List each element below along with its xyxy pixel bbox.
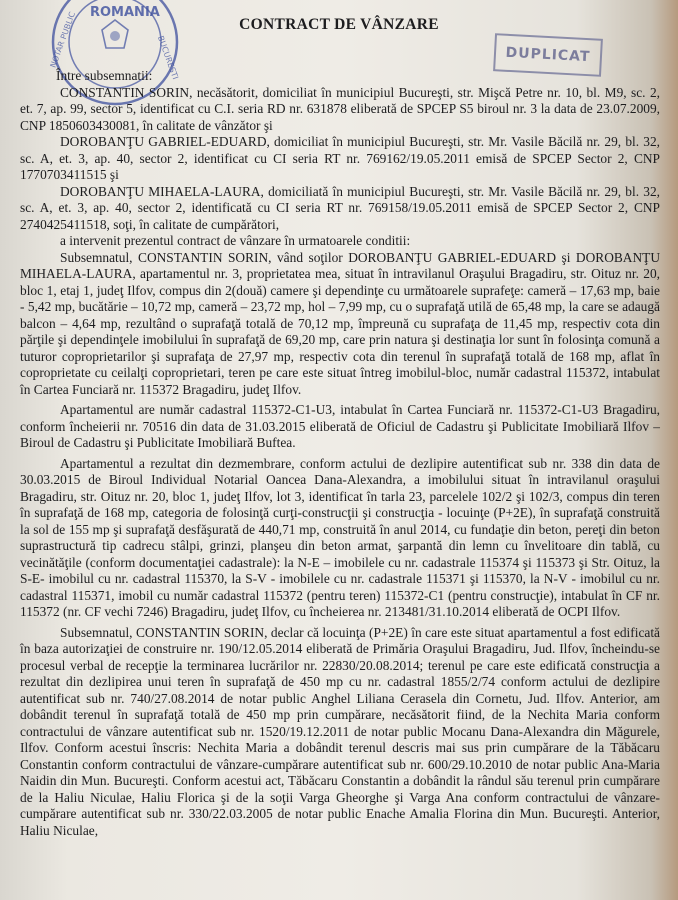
sale-object-paragraph: Subsemnatul, CONSTANTIN SORIN, vând soţilor DOROBANŢU GABRIEL-EDUARD şi DOROBANŢU MIHAELA-LAURA, apartamentul nr. 3, proprietatea mea, situat în intravilanul Oraşului Bragadiru, str. Oituz nr. 20, bloc 1, etaj 1, judeţ Ilfov, compus din 2(două) camere şi dependinţe cu următoarele suprafeţe: cameră – 17,63 mp, baie - 5,42 mp, bucătărie – 10,72 mp, cameră – 23,72 mp, hol – 7,99 mp, cu o suprafaţă utilă de 65,48 mp, la care se adaugă balcon – 4,64 mp, rezultând o suprafaţă totală de 70,12 mp, împreună cu suprafaţa de 11,45 mp, respectiv cota din părţile şi dependinţele imobilului în suprafaţă de 69,20 mp, care prin natura şi destinaţia lor sunt în folosinţa comună a tuturor coproprietarilor şi suprafaţa de 27,97 mp, respectiv cota din terenul în suprafaţă totală de 168 mp, aflat în coproprietate cu ceilalţi coproprietari, teren pe care este situat întreg imobilul-bloc, număr cadastral 115372, intabulat în Cartea Funciară nr. 115372 Bragadiru, judeţ Ilfov. (20, 249, 660, 397)
seal-side-left: NOTAR PUBLIC (48, 10, 78, 69)
duplicat-stamp: DUPLICAT (493, 33, 603, 77)
seller-declaration-paragraph: Subsemnatul, CONSTANTIN SORIN, declar că locuinţa (P+2E) în care este situat apartamentul a fost edificată în baza autorizaţiei de construire nr. 190/12.05.2014 eliberată de Primăria Oraşului Bragadiru, Jud. Ilfov, încheindu-se procesul verbal de recepţie la terminarea lucrărilor nr. 22830/20.08.2014; terenul pe care este edificată construcţia a rezultat din dezlipirea unui teren în suprafaţă de 450 mp cu nr. cadastral 1855/2/74 conform actului de dezlipire autentificat sub nr. 740/27.08.2014 de notar public Anghel Liliana Cerasela din Cornetu, Jud. Ilfov. Anterior, am dobândit terenul în suprafaţă totală de 450 mp prin cumpărare, necăsătorit fiind, de la Nechita Maria conform contractului de vânzare autentificat sub nr. 1520/19.12.2011 de notar public Mocanu Dana-Alexandra din Măgurele, Ilfov. Conform acestui înscris: Nechita Maria a dobândit terenul descris mai sus prin cumpărare de la Tăbăcaru Constantin conform contractului de vânzare-cumpărare autentificat sub nr. 600/29.10.2010 de notar public Ana-Maria Naidin din Mun. Bucureşti. Conform acestui act, Tăbăcaru Constantin a dobândit la rândul său terenul prin cumpărare de la Haliu Niculae, Haliu Florica şi de la soţii Varga Gheorghe şi Varga Ana conform contractului de vânzare-cumpărare autentificat sub nr. 330/22.03.2005 de notar public Enache Amalia Florina din Mun. Bucureşti. Anterior, Haliu Niculae, (20, 624, 660, 838)
buyer2-paragraph: DOROBANŢU MIHAELA-LAURA, domiciliată în municipiul Bucureşti, str. Mr. Vasile Băcilă nr. 29, bl. 32, sc. A, et. 3, ap. 40, sector 2, identificată cu CI seria RT nr. 769158/19.05.2011 emisă de SPCEP Sector 2, CNP 2740425411518, soţi, în calitate de cumpărători, (20, 183, 660, 232)
seal-side-right: BUCURESTI (155, 34, 180, 81)
seller-paragraph: CONSTANTIN SORIN, necăsătorit, domiciliat în municipiul Bucureşti, str. Mişcă Petre nr. 10, bl. M9, sc. 2, et. 7, ap. 99, sector 5, identificat cu C.I. seria RD nr. 631878 eliberată de SPCEP S5 biroul nr. 3 la data de 23.07.2009, CNP 1850603430081, în calitate de vânzător şi (20, 84, 660, 133)
dismemberment-paragraph: Apartamentul a rezultat din dezmembrare, conform actului de dezlipire autentificat sub nr. 338 din data de 30.03.2015 de Biroul Individual Notarial Oancea Dana-Alexandra, a imobilului situat în intravilanul oraşului Bragadiru, str. Oituz nr. 20, bloc 1, judeţ Ilfov, lot 3, identificat în tarla 23, parcelele 102/2 şi 102/3, compus din teren în suprafaţă de 168 mp, categoria de folosinţă curţi-construcţii şi construcţia - locuinţe (P+2E), în suprafaţă construită la sol de 155 mp şi suprafaţă desfăşurată de 440,71 mp, construită în anul 2014, cu fundaţie din beton, pereţi din beton suprastructură tip cadrecu stâlpi, grinzi, planşeu din beton armat, şarpantă din lemn cu învelitoare din tablă, cu vecinătăţile (conform documentaţiei cadastrale): la N-E – imobilele cu nr. cadastrale 115374 şi 115373 şi Str. Oituz, la S-E- imobilul cu nr. cadastral 115370, la S-V - imobilele cu nr. cadastrale 115371 şi 115370, la N-V - imobilul cu nr. cadastral 115371, imobil cu număr cadastral 115372 (pentru teren) 115372-C1 (pentru construcţie), intabulat în CF nr. 115372 (nr. CF vechi 7246) Bragadiru, judeţ Ilfov, cu încheierea nr. 213481/31.10.2014 eliberată de OCPI Ilfov. (20, 455, 660, 619)
contract-body (20, 68, 660, 839)
contract-title: CONTRACT DE VÂNZARE (239, 16, 439, 33)
cadastral-paragraph: Apartamentul are număr cadastral 115372-C1-U3, intabulat în Cartea Funciară nr. 115372-C1-U3 Bragadiru, conform încheierii nr. 70516 din data de 31.03.2015 eliberată de Oficiul de Cadastru şi Publicitate Imobiliară Ilfov – Biroul de Cadastru şi Publicitate Imobiliară Buftea. (20, 402, 660, 450)
conditions-intro: a intervenit prezentul contract de vânzare în urmatoarele conditii: (60, 233, 411, 248)
seal-text: ROMANIA (90, 5, 160, 20)
intro-line: Între subsemnatii: (56, 68, 153, 83)
buyer1-paragraph: DOROBANŢU GABRIEL-EDUARD, domiciliat în municipiul Bucureşti, str. Mr. Vasile Băcilă nr. 29, bl. 32, sc. A, et. 3, ap. 40, sector 2, identificat cu CI seria RT nr. 769162/19.05.2011 emisă de SPCEP Sector 2, CNP 1770703411515 şi (20, 134, 660, 182)
